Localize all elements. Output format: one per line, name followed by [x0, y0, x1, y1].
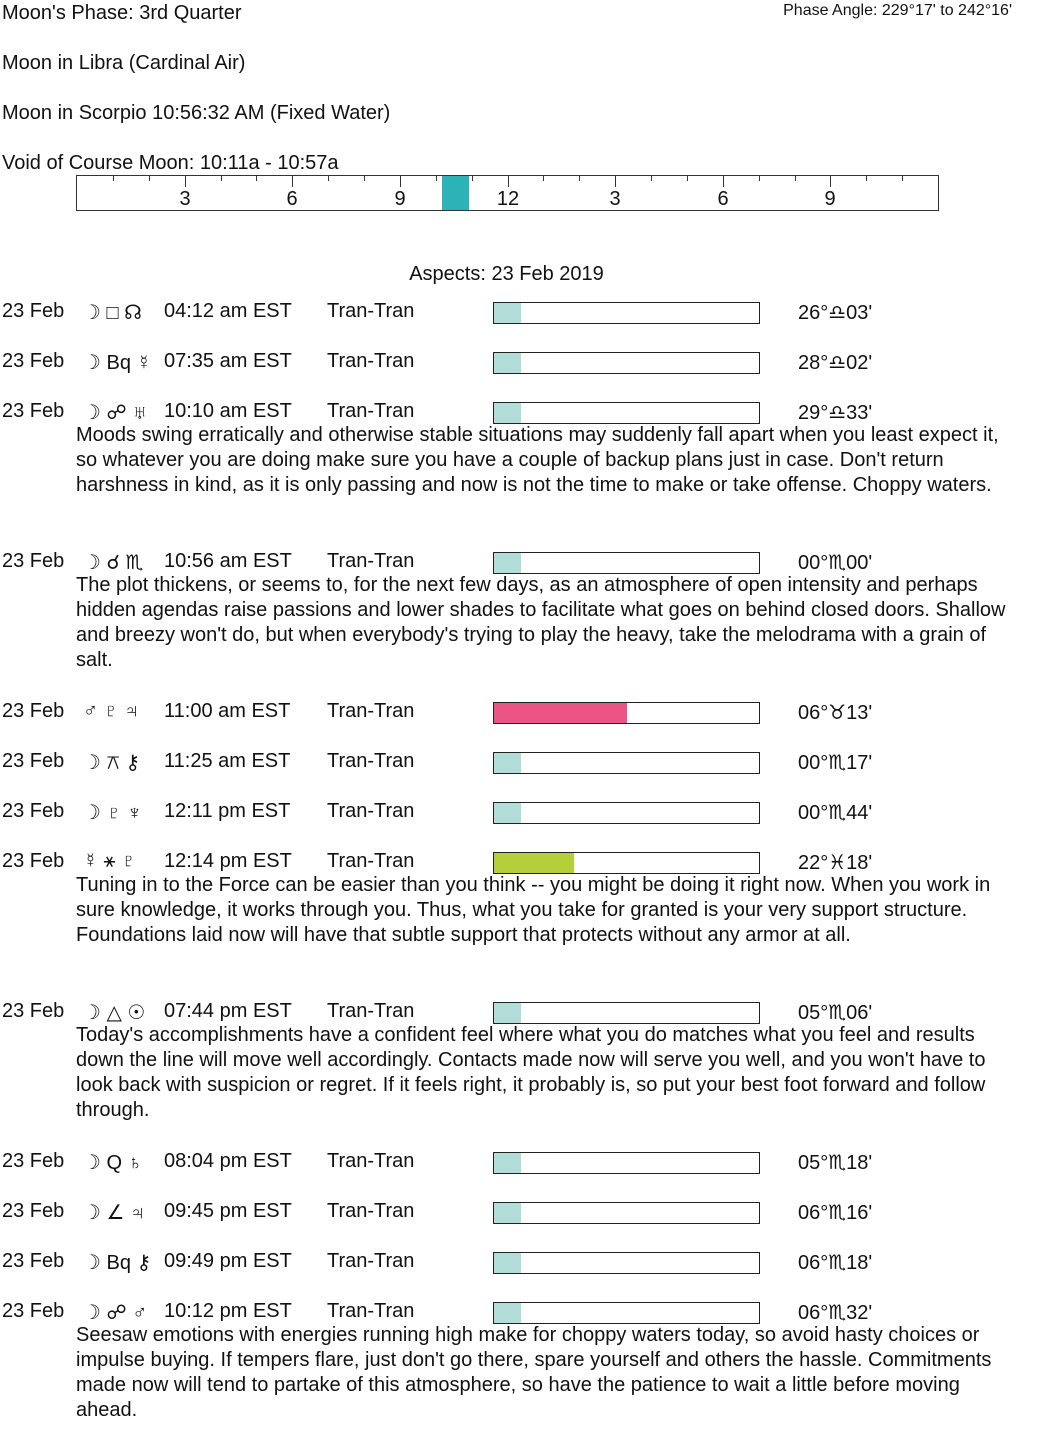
aspect-date: 23 Feb [2, 350, 65, 372]
timeline-label: 6 [286, 188, 298, 210]
aspect-strength-fill [494, 753, 521, 773]
aspect-strength-fill [494, 403, 521, 423]
timeline-tick [579, 176, 580, 181]
aspect-date: 23 Feb [2, 300, 65, 322]
aspect-interpretation: Moods swing erratically and otherwise stable situations may suddenly fall apart when you least expect it, so whatever you are doing make sure you have a couple of backup plans just in case. Don't return harshness in kind, as it is only passing and now is not the time to make or take offense. Choppy waters. [76, 424, 999, 496]
aspect-date: 23 Feb [2, 700, 65, 722]
aspect-position: 29°♎33' [798, 402, 873, 424]
aspect-position: 06°♏16' [798, 1202, 873, 1224]
aspect-position: 22°♓18' [798, 852, 873, 874]
aspect-time: 09:49 pm EST [164, 1250, 292, 1272]
aspect-date: 23 Feb [2, 1300, 65, 1322]
aspect-interpretation: Tuning in to the Force can be easier than you think -- you might be doing it right now. When you work in sure knowledge, it works through you. Thus, what you take for granted is your very support structure. Foundations laid now will have that subtle support that protects without any armor at all. [76, 874, 991, 946]
aspect-type: Tran-Tran [327, 700, 415, 722]
aspect-type: Tran-Tran [327, 1250, 415, 1272]
aspect-position: 00°♏00' [798, 552, 873, 574]
timeline-tick [256, 176, 257, 181]
timeline-tick [615, 176, 616, 187]
aspect-time: 07:35 am EST [164, 350, 292, 372]
aspect-interpretation: The plot thickens, or seems to, for the next few days, as an atmosphere of open intensity and perhaps hidden agendas raise passions and lower shades to facilitate what goes on behind closed doors. Shallow and breezy won't do, but when everybody's trying to play the heavy, take the melodrama with a grain of salt. [76, 574, 1006, 671]
aspect-type: Tran-Tran [327, 400, 415, 422]
void-of-course: Void of Course Moon: 10:11a - 10:57a [2, 152, 339, 174]
timeline-tick [866, 176, 867, 181]
aspect-strength-bar [493, 552, 760, 574]
aspect-time: 07:44 pm EST [164, 1000, 292, 1022]
aspect-strength-fill [494, 353, 521, 373]
aspect-glyphs: ☽ ☌ ♏ [83, 552, 144, 574]
timeline-tick [400, 176, 401, 187]
aspect-strength-fill [494, 1003, 521, 1023]
aspect-date: 23 Feb [2, 800, 65, 822]
aspect-glyphs: ☽ □ ☊ [83, 302, 142, 324]
aspect-glyphs: ☽ △ ☉ [83, 1002, 146, 1024]
phase-angle: Phase Angle: 229°17' to 242°16' [783, 2, 1012, 19]
aspect-glyphs: ☽ ☍ ♅ [83, 402, 148, 424]
aspect-type: Tran-Tran [327, 1300, 415, 1322]
aspect-strength-bar [493, 302, 760, 324]
timeline-tick [759, 176, 760, 181]
aspect-strength-fill [494, 553, 521, 573]
aspect-strength-fill [494, 1253, 521, 1273]
aspect-date: 23 Feb [2, 1250, 65, 1272]
aspect-date: 23 Feb [2, 750, 65, 772]
aspect-position: 06°♉13' [798, 702, 873, 724]
moon-phase: Moon's Phase: 3rd Quarter [2, 2, 242, 24]
aspect-glyphs: ☽ Q ♄ [83, 1152, 143, 1174]
aspect-type: Tran-Tran [327, 850, 415, 872]
aspect-time: 11:25 am EST [164, 750, 291, 772]
aspect-position: 00°♏44' [798, 802, 873, 824]
aspect-strength-bar [493, 852, 760, 874]
aspect-glyphs: ☽ ∠ ♃ [83, 1202, 145, 1224]
aspect-glyphs: ☽ ⚻ ⚷ [83, 752, 141, 774]
timeline-tick [902, 176, 903, 181]
aspect-time: 09:45 pm EST [164, 1200, 292, 1222]
aspect-date: 23 Feb [2, 850, 65, 872]
aspect-strength-bar [493, 1302, 760, 1324]
aspect-strength-bar [493, 402, 760, 424]
timeline-tick [149, 176, 150, 181]
timeline-label: 6 [717, 188, 729, 210]
timeline-label: 9 [394, 188, 406, 210]
timeline-tick [508, 176, 509, 187]
aspect-type: Tran-Tran [327, 1150, 415, 1172]
aspect-time: 11:00 am EST [164, 700, 291, 722]
aspect-strength-bar [493, 802, 760, 824]
aspect-time: 12:14 pm EST [164, 850, 292, 872]
aspects-heading: Aspects: 23 Feb 2019 [409, 263, 604, 285]
aspect-glyphs: ☿ ⚹ ♇ [83, 850, 137, 872]
aspect-strength-bar [493, 352, 760, 374]
timeline-tick [436, 176, 437, 181]
aspect-strength-fill [494, 303, 521, 323]
timeline-tick [830, 176, 831, 187]
aspect-position: 00°♏17' [798, 752, 873, 774]
aspect-date: 23 Feb [2, 1200, 65, 1222]
aspect-time: 10:12 pm EST [164, 1300, 292, 1322]
aspect-glyphs: ☽ ♇ ♆ [83, 802, 143, 824]
aspect-date: 23 Feb [2, 1150, 65, 1172]
timeline-tick [113, 176, 114, 181]
aspect-type: Tran-Tran [327, 550, 415, 572]
aspect-time: 08:04 pm EST [164, 1150, 292, 1172]
aspect-strength-bar [493, 1152, 760, 1174]
timeline-tick [364, 176, 365, 181]
aspect-glyphs: ☽ ☍ ♂ [83, 1302, 148, 1324]
aspect-date: 23 Feb [2, 1000, 65, 1022]
aspect-type: Tran-Tran [327, 350, 415, 372]
aspect-time: 12:11 pm EST [164, 800, 291, 822]
aspect-date: 23 Feb [2, 400, 65, 422]
aspect-time: 04:12 am EST [164, 300, 292, 322]
aspect-glyphs: ☽ Bq ☿ [83, 352, 152, 374]
moon-ingress: Moon in Scorpio 10:56:32 AM (Fixed Water) [2, 102, 391, 124]
timeline-tick [687, 176, 688, 181]
timeline-tick [292, 176, 293, 187]
timeline-label: 9 [824, 188, 836, 210]
aspect-type: Tran-Tran [327, 1000, 415, 1022]
aspect-type: Tran-Tran [327, 800, 415, 822]
aspect-time: 10:56 am EST [164, 550, 292, 572]
aspect-glyphs: ☽ Bq ⚷ [83, 1252, 152, 1274]
timeline-tick [543, 176, 544, 181]
timeline-label: 3 [179, 188, 191, 210]
aspect-strength-fill [494, 853, 574, 873]
timeline-tick [328, 176, 329, 181]
aspect-date: 23 Feb [2, 550, 65, 572]
void-of-course-timeline [76, 175, 939, 211]
timeline-label: 3 [609, 188, 621, 210]
aspect-type: Tran-Tran [327, 750, 415, 772]
timeline-tick [795, 176, 796, 181]
aspect-strength-bar [493, 1002, 760, 1024]
timeline-label: 12 [496, 188, 520, 210]
aspect-strength-bar [493, 1252, 760, 1274]
void-of-course-block [442, 176, 469, 210]
aspect-strength-fill [494, 703, 627, 723]
timeline-tick [723, 176, 724, 187]
aspect-glyphs: ♂ ♇ ♃ [83, 700, 140, 722]
aspect-type: Tran-Tran [327, 1200, 415, 1222]
timeline-tick [472, 176, 473, 181]
aspect-strength-bar [493, 702, 760, 724]
aspect-position: 28°♎02' [798, 352, 873, 374]
aspect-position: 06°♏18' [798, 1252, 873, 1274]
aspect-position: 26°♎03' [798, 302, 873, 324]
aspect-strength-fill [494, 1303, 521, 1323]
aspect-strength-bar [493, 1202, 760, 1224]
aspect-strength-fill [494, 1153, 521, 1173]
aspect-strength-fill [494, 1203, 521, 1223]
timeline-tick [221, 176, 222, 181]
aspect-strength-bar [493, 752, 760, 774]
moon-sign: Moon in Libra (Cardinal Air) [2, 52, 246, 74]
aspect-position: 05°♏06' [798, 1002, 873, 1024]
aspect-interpretation: Today's accomplishments have a confident feel where what you do matches what you feel and results down the line will move well accordingly. Contacts made now will serve you well, and you won't have to look back with suspicion or regret. If it feels right, it probably is, so put your best foot forward and follow through. [76, 1024, 986, 1121]
aspect-strength-fill [494, 803, 521, 823]
timeline-tick [651, 176, 652, 181]
aspect-interpretation: Seesaw emotions with energies running high make for choppy waters today, so avoid hasty choices or impulse buying. If tempers flare, just don't go there, spare yourself and others the hassle. Commitments made now will tend to partake of this atmosphere, so have the patience to wait a little before moving ahead. [76, 1324, 992, 1421]
aspect-position: 05°♏18' [798, 1152, 873, 1174]
aspect-time: 10:10 am EST [164, 400, 292, 422]
aspect-type: Tran-Tran [327, 300, 415, 322]
timeline-tick [185, 176, 186, 187]
aspect-position: 06°♏32' [798, 1302, 873, 1324]
